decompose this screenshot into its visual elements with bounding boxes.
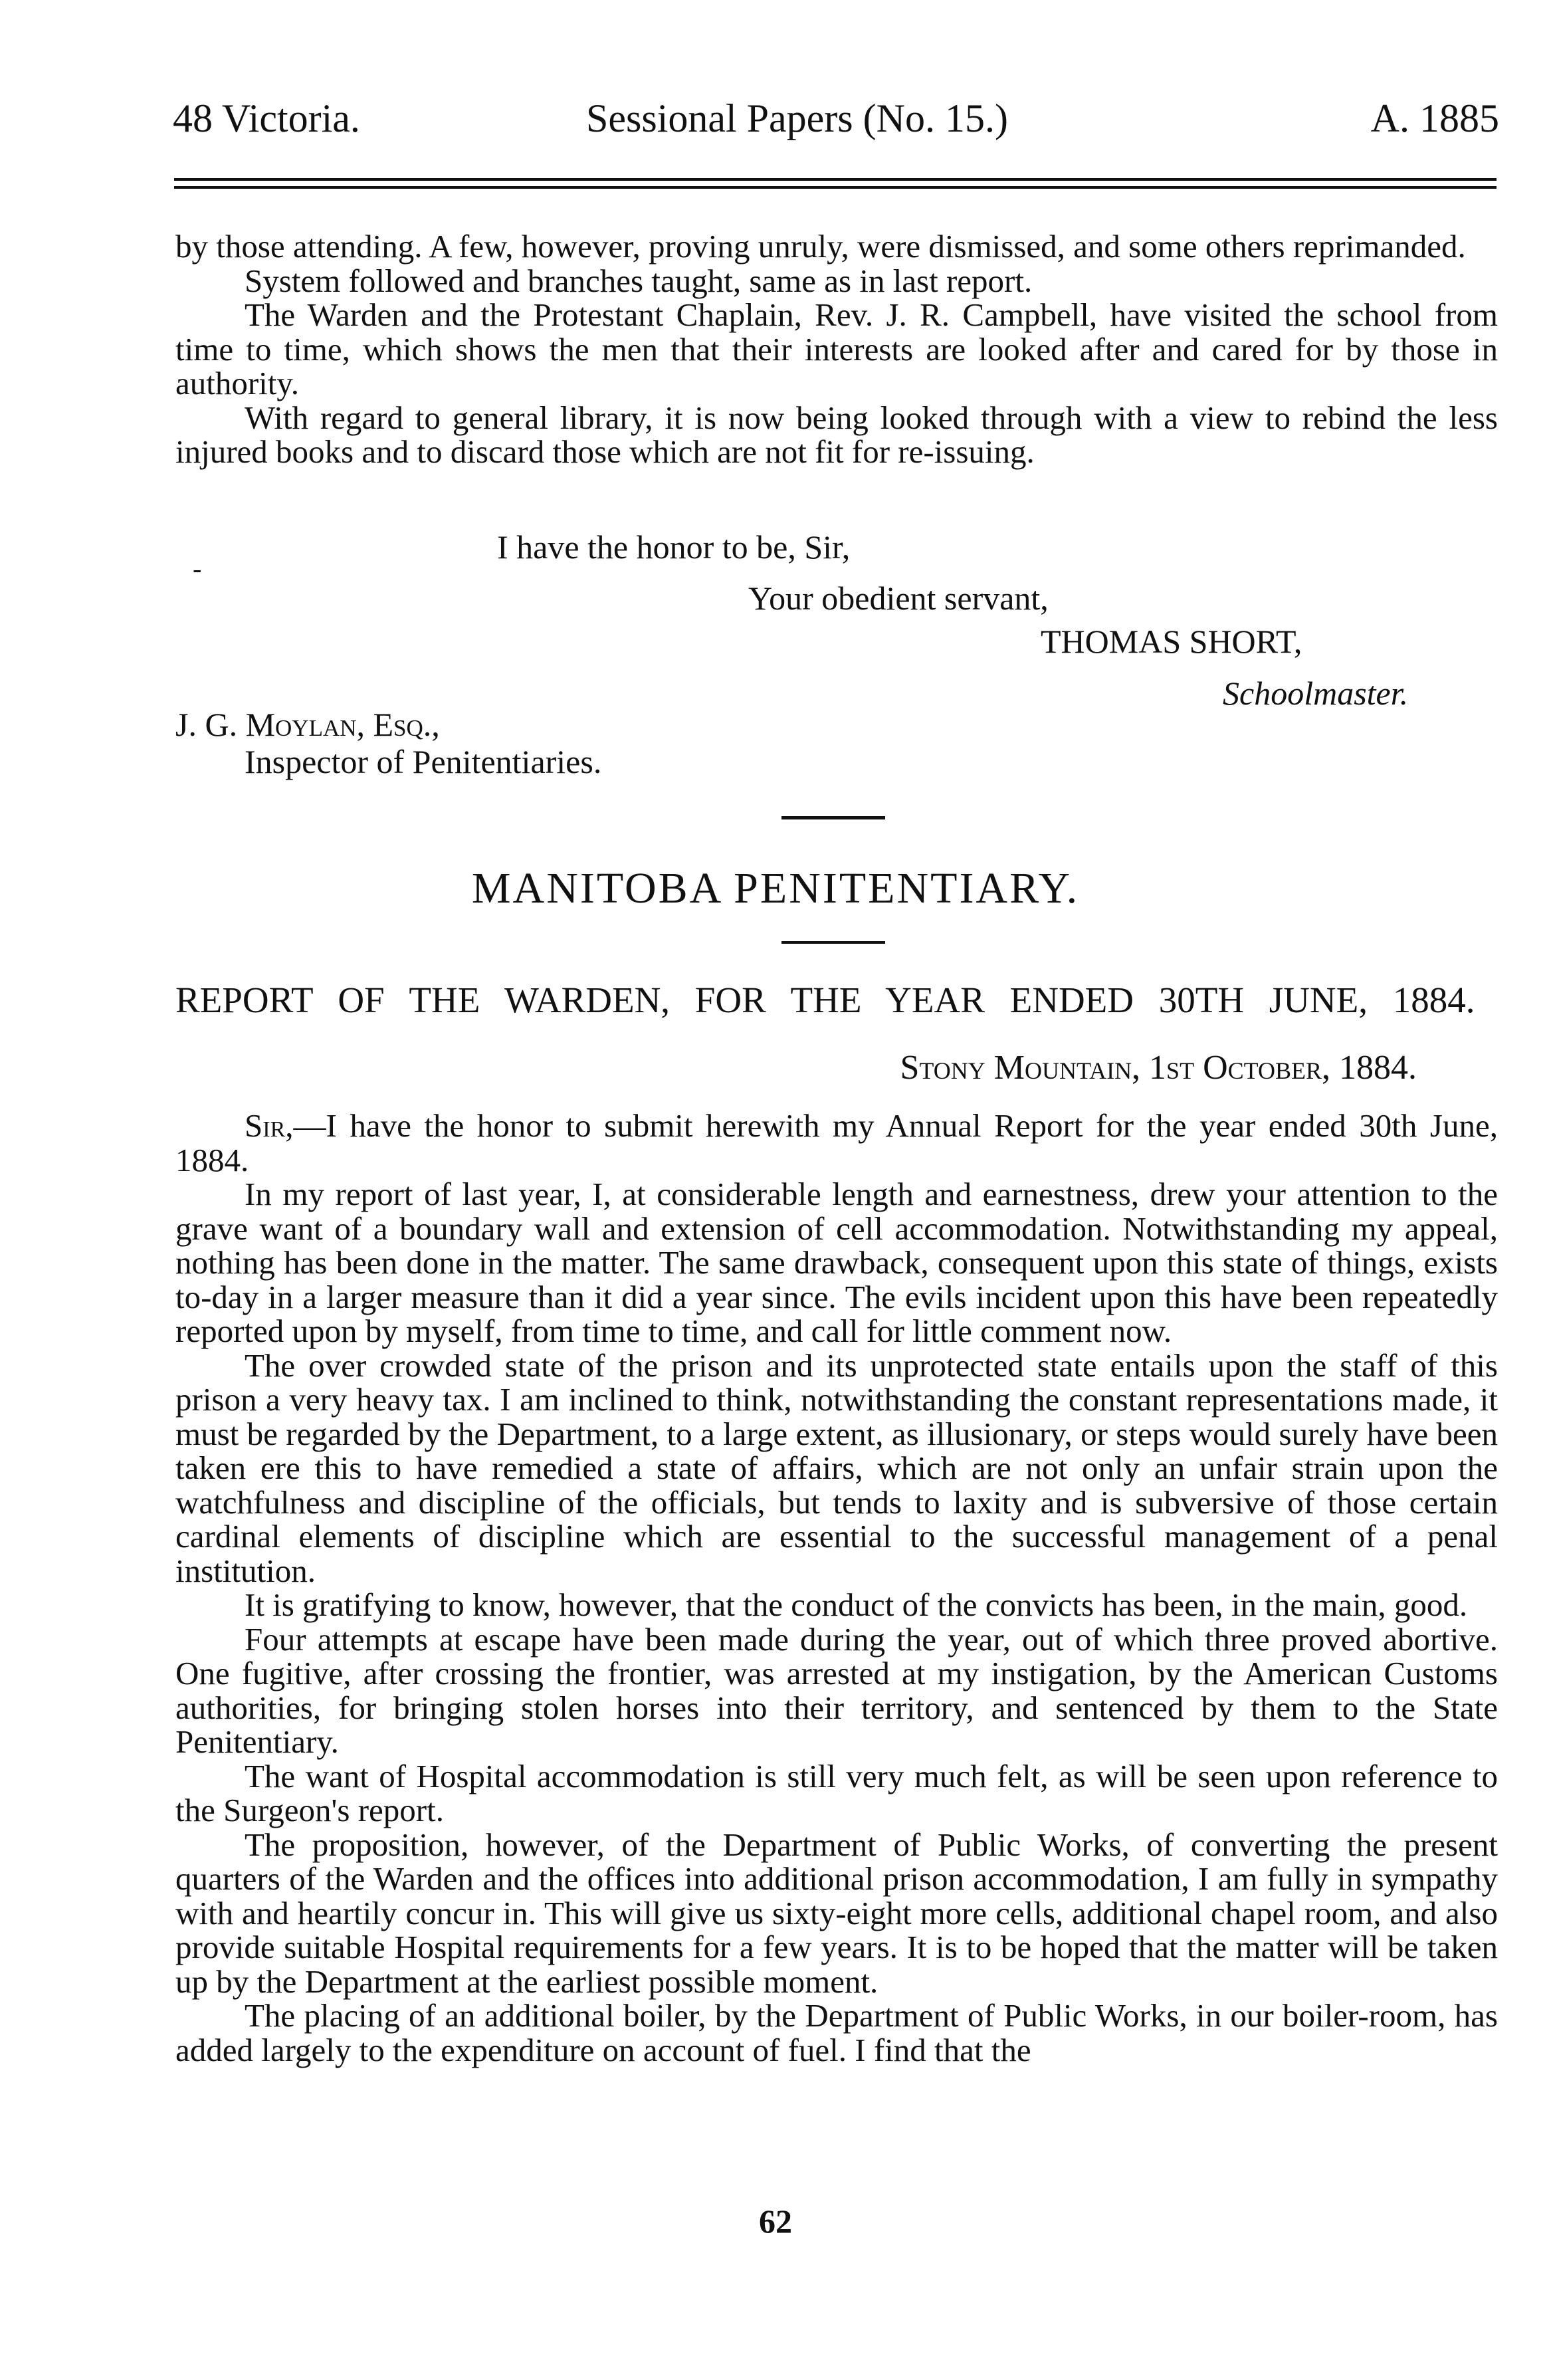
report-paragraph: Four attempts at escape have been made during the year, out of which three proved abortive. One fugitive, after crossing the frontier, was arrested at my instigation, by the American Customs authorities, for bringing stolen horses into their territory, and sentenced by them to the State Penitentiary. <box>175 1620 1498 1760</box>
stray-mark: - <box>193 554 202 584</box>
section-divider-rule <box>781 816 885 819</box>
report-title: REPORT OF THE WARDEN, FOR THE YEAR ENDED 30TH JUNE, 1884. <box>175 980 1475 1020</box>
letter-closing: I have the honor to be, Sir, <box>497 528 851 566</box>
report-paragraph: In my report of last year, I, at considerable length and earnestness, drew your attention to the grave want of a boundary wall and extension of cell accommodation. Notwithstanding my appeal, nothing has been done in the matter. The same drawback, consequent upon this state of things, exists to-day in a larger measure than it did a year since. The evils incident upon this have been repeatedly reported upon by myself, from time to time, and call for little comment now. <box>175 1176 1498 1349</box>
signatory-name: THOMAS SHORT, <box>1041 623 1302 660</box>
report-paragraph: The proposition, however, of the Department of Public Works, of converting the present quarters of the Warden and the offices into additional prison accommodation, I am fully in sympathy with and heartily concur in. This will give us sixty-eight more cells, additional chapel room, and also provide suitable Hospital requirements for a few years. It is to be hoped that the matter will be taken up by the Department at the earliest possible moment. <box>175 1826 1498 2000</box>
report-salutation: Sir, <box>245 1107 294 1144</box>
report-opening-paragraph <box>175 1109 1498 1177</box>
report-paragraph: The over crowded state of the prison and its unprotected state entails upon the staff of this prison a very heavy tax. I am inclined to think, notwithstanding the constant representations made, it must be regarded by the Department, to a large extent, as illusionary, or steps would surely have been taken ere this to have remedied a state of affairs, which are not only an unfair strain upon the watchfulness and discipline of the officials, but tends to laxity and is subversive of those certain cardinal elements of discipline which are essential to the successful management of a penal institution. <box>175 1347 1498 1589</box>
report-dateline: Stony Mountain, 1st October, 1884. <box>900 1049 1417 1087</box>
report-paragraph: It is gratifying to know, however, that the conduct of the convicts has been, in the main, good. <box>245 1586 1468 1623</box>
title-divider-rule <box>781 941 885 944</box>
letter-paragraph: System followed and branches taught, same as in last report. <box>245 262 1033 299</box>
page-number: 62 <box>759 2203 792 2240</box>
report-opening-text: —I have the honor to submit herewith my Annual Report for the year ended 30th June, 1884. <box>175 1107 1498 1178</box>
addressee-name: J. G. Moylan, Esq., <box>175 706 440 743</box>
header-year: A. 1885 <box>1370 96 1499 140</box>
report-paragraph: The placing of an additional boiler, by the Department of Public Works, in our boiler-room, has added largely to the expenditure on account of fuel. I find that the <box>175 1997 1498 2068</box>
running-header <box>173 92 1499 145</box>
letter-paragraph: The Warden and the Protestant Chaplain, Rev. J. R. Campbell, have visited the school from time to time, which shows the men that their interests are looked after and cared for by those in authority. <box>175 296 1498 401</box>
warden-report-body <box>175 1109 1498 2067</box>
header-volume: 48 Victoria. <box>173 96 360 140</box>
header-double-rule <box>174 178 1497 189</box>
letter-paragraph: With regard to general library, it is now being looked through with a view to rebind the less injured books and to discard those which are not fit for re-issuing. <box>175 399 1498 470</box>
letter-valediction: Your obedient servant, <box>748 580 1049 617</box>
section-title: MANITOBA PENITENTIARY. <box>471 864 1080 913</box>
report-paragraph: The want of Hospital accommodation is still very much felt, as will be seen upon reference to the Surgeon's report. <box>175 1757 1498 1828</box>
addressee-title: Inspector of Penitentiaries. <box>245 743 602 780</box>
signatory-title: Schoolmaster. <box>1223 675 1409 712</box>
letter-paragraph: by those attending. A few, however, proving unruly, were dismissed, and some others reprimanded. <box>175 228 1466 265</box>
header-series: Sessional Papers (No. 15.) <box>586 96 1008 140</box>
schoolmaster-letter-body <box>175 229 1498 469</box>
